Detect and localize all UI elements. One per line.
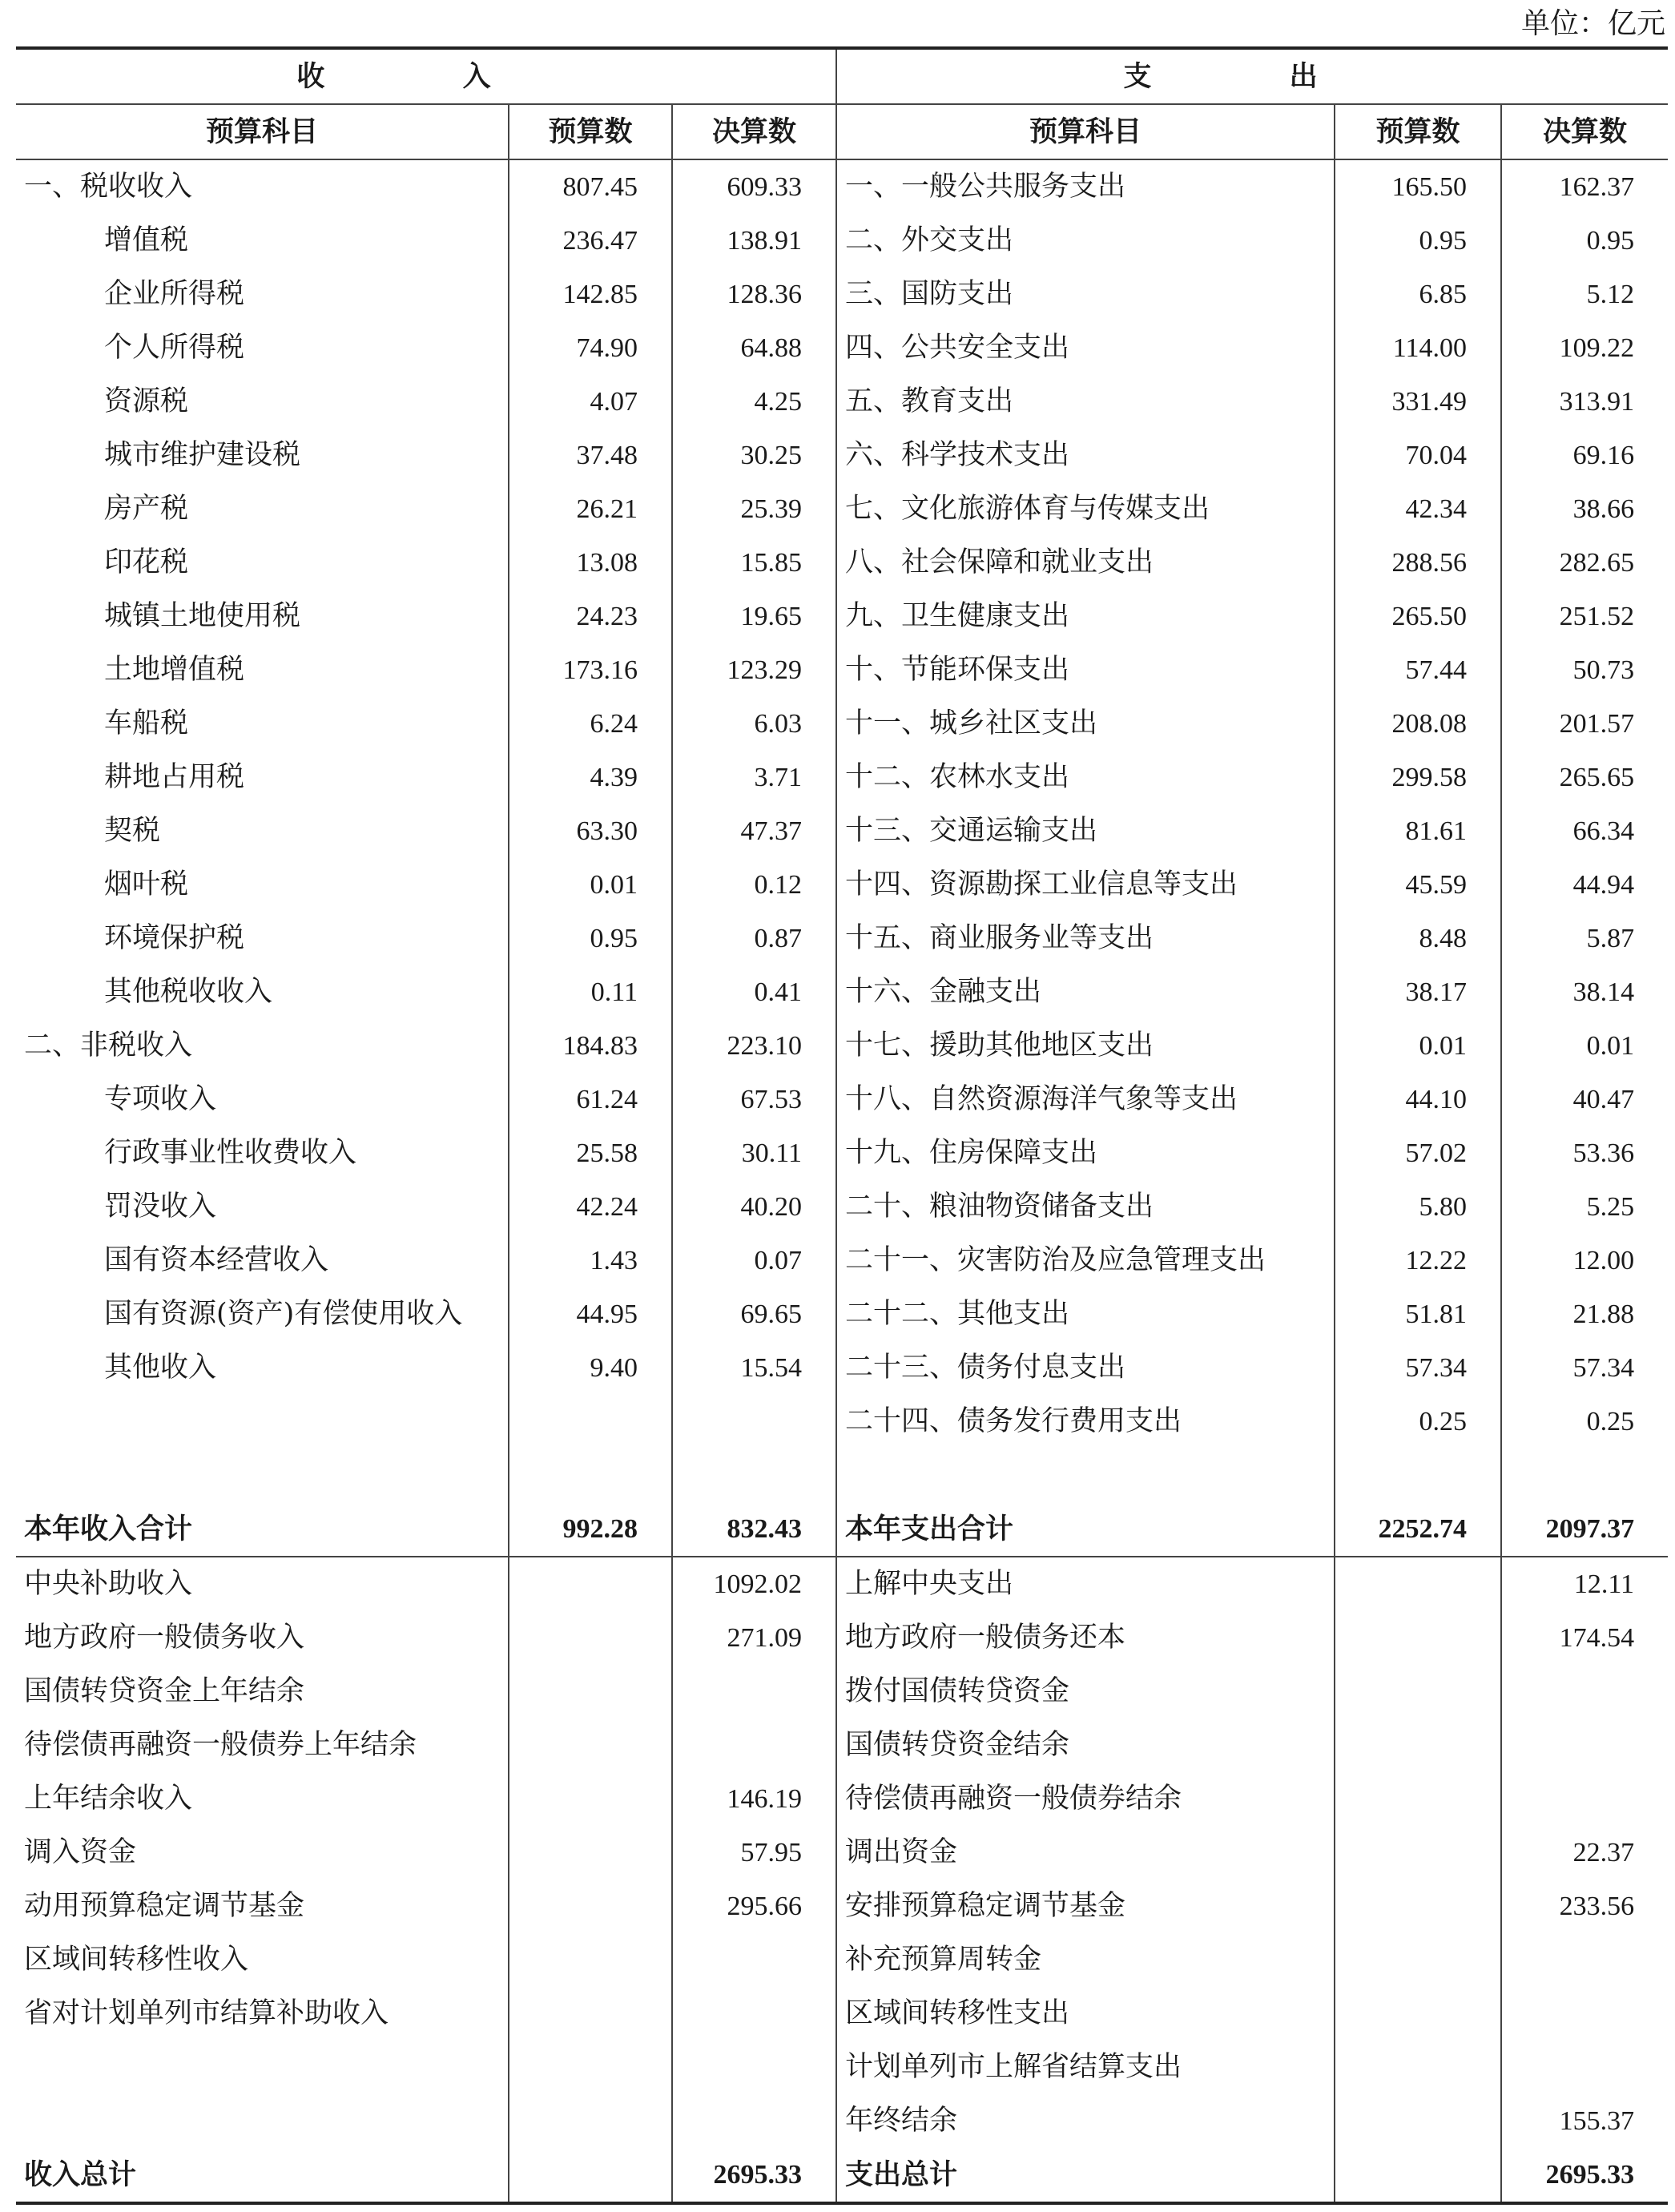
- income-item: 二、非税收入: [24, 1029, 193, 1062]
- expense-total-label: 支出总计: [836, 2148, 1335, 2203]
- expense-transfer-item: 待偿债再融资一般债券结余: [836, 1772, 1335, 1826]
- table-row: [16, 1287, 1668, 1341]
- income-total-label: 收入总计: [16, 2148, 509, 2203]
- expense-item: 二十四、债务发行费用支出: [836, 1395, 1335, 1448]
- income-transfer-final: [672, 1665, 836, 1718]
- unit-label: 单位：亿元: [1520, 7, 1665, 40]
- income-transfer-item: [16, 2094, 509, 2148]
- income-final: 223.10: [672, 1019, 836, 1073]
- expense-transfer-final: 233.56: [1501, 1880, 1668, 1933]
- income-item: 个人所得税: [104, 332, 245, 364]
- income-transfer-budget: [509, 2094, 672, 2148]
- expense-item: 五、教育支出: [836, 375, 1335, 429]
- income-transfer-item: 中央补助收入: [24, 1568, 193, 1600]
- table-row: [16, 482, 1668, 536]
- expense-final: 0.01: [1501, 1019, 1668, 1073]
- income-item: 行政事业性收费收入: [104, 1137, 357, 1169]
- income-col-item: 预算科目: [16, 104, 509, 159]
- table-row: [16, 912, 1668, 965]
- table-row: [16, 268, 1668, 321]
- income-transfer-budget: [509, 1826, 672, 1880]
- income-transfer-budget: [509, 1933, 672, 1987]
- expense-transfer-item: 安排预算稳定调节基金: [836, 1880, 1335, 1933]
- expense-final: 38.14: [1501, 965, 1668, 1019]
- income-budget: 0.11: [509, 965, 672, 1019]
- expense-transfer-final: 22.37: [1501, 1826, 1668, 1880]
- income-final: 123.29: [672, 643, 836, 697]
- income-subtotal-budget: 992.28: [509, 1502, 672, 1557]
- table-row: [16, 1341, 1668, 1395]
- income-final: 47.37: [672, 804, 836, 858]
- expense-item: 十八、自然资源海洋气象等支出: [836, 1073, 1335, 1126]
- income-final: 3.71: [672, 751, 836, 804]
- expense-budget: 0.95: [1335, 214, 1501, 268]
- income-budget: 6.24: [509, 697, 672, 751]
- table-row: [16, 1019, 1668, 1073]
- income-budget: 1.43: [509, 1234, 672, 1287]
- expense-transfer-item: 国债转贷资金结余: [836, 1718, 1335, 1772]
- table-row: [16, 697, 1668, 751]
- income-final: 64.88: [672, 321, 836, 375]
- income-item: 城市维护建设税: [104, 439, 301, 471]
- income-budget: 13.08: [509, 536, 672, 590]
- expense-final: 0.95: [1501, 214, 1668, 268]
- expense-transfer-final: [1501, 1987, 1668, 2041]
- expense-header: 支 出: [836, 48, 1668, 104]
- income-subtotal-label: 本年收入合计: [16, 1502, 509, 1557]
- income-budget: 26.21: [509, 482, 672, 536]
- expense-transfer-budget: [1335, 1987, 1501, 2041]
- empty-cell: [836, 1448, 1335, 1502]
- income-final: 128.36: [672, 268, 836, 321]
- expense-final: 5.12: [1501, 268, 1668, 321]
- income-budget: 74.90: [509, 321, 672, 375]
- income-item: 耕地占用税: [104, 761, 245, 793]
- income-item: 国有资本经营收入: [104, 1244, 329, 1276]
- expense-item: 十一、城乡社区支出: [836, 697, 1335, 751]
- income-transfer-final: [672, 2041, 836, 2094]
- budget-table: [16, 46, 1668, 2205]
- expense-col-final: 决算数: [1501, 104, 1668, 159]
- table-row: [16, 1073, 1668, 1126]
- income-budget: 0.01: [509, 858, 672, 912]
- table-row: [16, 1395, 1668, 1448]
- expense-final: 251.52: [1501, 590, 1668, 643]
- expense-item: 七、文化旅游体育与传媒支出: [836, 482, 1335, 536]
- transfer-row: [16, 1665, 1668, 1718]
- transfer-row: [16, 1987, 1668, 2041]
- expense-transfer-item: 上解中央支出: [836, 1557, 1335, 1611]
- expense-transfer-item: 区域间转移性支出: [836, 1987, 1335, 2041]
- expense-final: 57.34: [1501, 1341, 1668, 1395]
- expense-final: 66.34: [1501, 804, 1668, 858]
- expense-final: 12.00: [1501, 1234, 1668, 1287]
- expense-item: 四、公共安全支出: [836, 321, 1335, 375]
- expense-final: 5.87: [1501, 912, 1668, 965]
- income-budget: 807.45: [509, 159, 672, 214]
- expense-budget: 12.22: [1335, 1234, 1501, 1287]
- table-row: [16, 214, 1668, 268]
- table-row: [16, 1126, 1668, 1180]
- income-final: 0.12: [672, 858, 836, 912]
- table-row: [16, 536, 1668, 590]
- table-row: [16, 751, 1668, 804]
- expense-item: 二十、粮油物资储备支出: [836, 1180, 1335, 1234]
- expense-budget: 6.85: [1335, 268, 1501, 321]
- expense-budget: 57.34: [1335, 1341, 1501, 1395]
- income-item: [16, 1395, 509, 1448]
- income-total-final: 2695.33: [672, 2148, 836, 2203]
- expense-final: 5.25: [1501, 1180, 1668, 1234]
- income-final: 4.25: [672, 375, 836, 429]
- income-transfer-budget: [509, 1611, 672, 1665]
- expense-final: 38.66: [1501, 482, 1668, 536]
- table-row: [16, 1234, 1668, 1287]
- expense-budget: 8.48: [1335, 912, 1501, 965]
- expense-transfer-budget: [1335, 2041, 1501, 2094]
- table-row: [16, 321, 1668, 375]
- expense-budget: 44.10: [1335, 1073, 1501, 1126]
- income-item: 企业所得税: [104, 278, 245, 310]
- income-item: 烟叶税: [104, 868, 189, 901]
- income-total-budget: [509, 2148, 672, 2203]
- expense-final: 313.91: [1501, 375, 1668, 429]
- expense-item: 十、节能环保支出: [836, 643, 1335, 697]
- expense-budget: 331.49: [1335, 375, 1501, 429]
- table-row: [16, 804, 1668, 858]
- expense-final: 44.94: [1501, 858, 1668, 912]
- expense-final: 162.37: [1501, 159, 1668, 214]
- income-transfer-item: 地方政府一般债务收入: [24, 1622, 305, 1654]
- expense-subtotal-label: 本年支出合计: [836, 1502, 1335, 1557]
- income-item: 其他收入: [104, 1352, 217, 1384]
- expense-subtotal-final: 2097.37: [1501, 1502, 1668, 1557]
- table-body: [16, 159, 1668, 2203]
- expense-item: 九、卫生健康支出: [836, 590, 1335, 643]
- expense-budget: 5.80: [1335, 1180, 1501, 1234]
- expense-final: 282.65: [1501, 536, 1668, 590]
- income-transfer-final: [672, 2094, 836, 2148]
- income-transfer-final: 271.09: [672, 1611, 836, 1665]
- expense-total-final: 2695.33: [1501, 2148, 1668, 2203]
- empty-cell: [1501, 1448, 1668, 1502]
- income-item: 其他税收收入: [104, 976, 273, 1008]
- transfer-row: [16, 2094, 1668, 2148]
- expense-subtotal-budget: 2252.74: [1335, 1502, 1501, 1557]
- expense-col-item: 预算科目: [836, 104, 1335, 159]
- expense-transfer-final: [1501, 1718, 1668, 1772]
- expense-total-budget: [1335, 2148, 1501, 2203]
- income-item: 资源税: [104, 385, 189, 417]
- expense-transfer-budget: [1335, 1933, 1501, 1987]
- expense-final: 201.57: [1501, 697, 1668, 751]
- expense-budget: 114.00: [1335, 321, 1501, 375]
- income-item: 一、税收收入: [24, 171, 193, 203]
- income-final: 25.39: [672, 482, 836, 536]
- expense-transfer-item: 调出资金: [836, 1826, 1335, 1880]
- income-budget: 25.58: [509, 1126, 672, 1180]
- income-budget: 37.48: [509, 429, 672, 482]
- income-final: 30.25: [672, 429, 836, 482]
- income-budget: [509, 1395, 672, 1448]
- expense-item: 十四、资源勘探工业信息等支出: [836, 858, 1335, 912]
- table-row: [16, 858, 1668, 912]
- income-final: 67.53: [672, 1073, 836, 1126]
- expense-budget: 208.08: [1335, 697, 1501, 751]
- expense-transfer-item: 补充预算周转金: [836, 1933, 1335, 1987]
- empty-cell: [1335, 1448, 1501, 1502]
- income-transfer-budget: [509, 2041, 672, 2094]
- expense-budget: 57.44: [1335, 643, 1501, 697]
- table-row: [16, 1180, 1668, 1234]
- expense-final: 50.73: [1501, 643, 1668, 697]
- income-final: 15.85: [672, 536, 836, 590]
- expense-transfer-final: 155.37: [1501, 2094, 1668, 2148]
- table-row: [16, 965, 1668, 1019]
- expense-budget: 70.04: [1335, 429, 1501, 482]
- expense-final: 109.22: [1501, 321, 1668, 375]
- transfer-row: [16, 1826, 1668, 1880]
- expense-item: 十六、金融支出: [836, 965, 1335, 1019]
- income-transfer-budget: [509, 1718, 672, 1772]
- expense-budget: 0.01: [1335, 1019, 1501, 1073]
- expense-budget: 38.17: [1335, 965, 1501, 1019]
- expense-final: 21.88: [1501, 1287, 1668, 1341]
- income-budget: 9.40: [509, 1341, 672, 1395]
- expense-item: 十七、援助其他地区支出: [836, 1019, 1335, 1073]
- expense-item: 十五、商业服务业等支出: [836, 912, 1335, 965]
- expense-transfer-final: [1501, 1665, 1668, 1718]
- income-final: 19.65: [672, 590, 836, 643]
- income-final: 0.41: [672, 965, 836, 1019]
- income-transfer-item: 动用预算稳定调节基金: [24, 1890, 305, 1922]
- expense-transfer-budget: [1335, 1880, 1501, 1933]
- expense-transfer-final: [1501, 1933, 1668, 1987]
- transfer-row: [16, 2041, 1668, 2094]
- expense-final: 69.16: [1501, 429, 1668, 482]
- income-item: 国有资源(资产)有偿使用收入: [104, 1298, 463, 1330]
- expense-item: 三、国防支出: [836, 268, 1335, 321]
- expense-transfer-budget: [1335, 1611, 1501, 1665]
- income-item: 印花税: [104, 546, 189, 578]
- empty-cell: [672, 1448, 836, 1502]
- expense-item: 二十二、其他支出: [836, 1287, 1335, 1341]
- expense-budget: 0.25: [1335, 1395, 1501, 1448]
- expense-transfer-budget: [1335, 1557, 1501, 1611]
- expense-transfer-budget: [1335, 1772, 1501, 1826]
- expense-transfer-final: 174.54: [1501, 1611, 1668, 1665]
- expense-budget: 288.56: [1335, 536, 1501, 590]
- income-item: 土地增值税: [104, 654, 245, 686]
- income-budget: 42.24: [509, 1180, 672, 1234]
- transfer-row: [16, 1718, 1668, 1772]
- expense-final: 40.47: [1501, 1073, 1668, 1126]
- expense-item: 二十一、灾害防治及应急管理支出: [836, 1234, 1335, 1287]
- income-transfer-item: 调入资金: [24, 1836, 137, 1868]
- income-subtotal-final: 832.43: [672, 1502, 836, 1557]
- income-budget: 24.23: [509, 590, 672, 643]
- transfer-row: [16, 1772, 1668, 1826]
- income-transfer-final: [672, 1718, 836, 1772]
- expense-item: 一、一般公共服务支出: [836, 159, 1335, 214]
- expense-transfer-final: [1501, 2041, 1668, 2094]
- transfer-row: [16, 1933, 1668, 1987]
- expense-budget: 265.50: [1335, 590, 1501, 643]
- income-budget: 142.85: [509, 268, 672, 321]
- income-budget: 44.95: [509, 1287, 672, 1341]
- empty-cell: [16, 1448, 509, 1502]
- income-final: 30.11: [672, 1126, 836, 1180]
- table-row: [16, 590, 1668, 643]
- income-final: 40.20: [672, 1180, 836, 1234]
- expense-item: 十二、农林水支出: [836, 751, 1335, 804]
- income-final: 6.03: [672, 697, 836, 751]
- income-budget: 173.16: [509, 643, 672, 697]
- income-budget: 236.47: [509, 214, 672, 268]
- income-transfer-final: [672, 1933, 836, 1987]
- income-transfer-final: 1092.02: [672, 1557, 836, 1611]
- expense-budget: 57.02: [1335, 1126, 1501, 1180]
- income-transfer-item: 省对计划单列市结算补助收入: [24, 1997, 389, 2029]
- expense-final: 53.36: [1501, 1126, 1668, 1180]
- expense-budget: 165.50: [1335, 159, 1501, 214]
- income-transfer-final: [672, 1987, 836, 2041]
- income-transfer-budget: [509, 1557, 672, 1611]
- expense-transfer-item: 计划单列市上解省结算支出: [836, 2041, 1335, 2094]
- income-transfer-final: 146.19: [672, 1772, 836, 1826]
- expense-transfer-budget: [1335, 2094, 1501, 2148]
- expense-transfer-budget: [1335, 1718, 1501, 1772]
- expense-transfer-budget: [1335, 1826, 1501, 1880]
- income-item: 增值税: [104, 224, 189, 256]
- income-transfer-budget: [509, 1880, 672, 1933]
- income-transfer-budget: [509, 1772, 672, 1826]
- transfer-row: [16, 1611, 1668, 1665]
- income-final: 138.91: [672, 214, 836, 268]
- expense-transfer-budget: [1335, 1665, 1501, 1718]
- expense-col-budget: 预算数: [1335, 104, 1501, 159]
- income-header: 收 入: [16, 48, 836, 104]
- income-transfer-final: 57.95: [672, 1826, 836, 1880]
- expense-transfer-final: 12.11: [1501, 1557, 1668, 1611]
- table-row: [16, 375, 1668, 429]
- table-row: [16, 429, 1668, 482]
- income-final: 15.54: [672, 1341, 836, 1395]
- expense-budget: 42.34: [1335, 482, 1501, 536]
- expense-item: 六、科学技术支出: [836, 429, 1335, 482]
- income-item: 契税: [104, 815, 161, 847]
- income-transfer-budget: [509, 1987, 672, 2041]
- table-row: [16, 159, 1668, 214]
- expense-budget: 45.59: [1335, 858, 1501, 912]
- transfer-row: [16, 1880, 1668, 1933]
- expense-item: 十九、住房保障支出: [836, 1126, 1335, 1180]
- income-transfer-item: [16, 2041, 509, 2094]
- income-transfer-final: 295.66: [672, 1880, 836, 1933]
- income-item: 房产税: [104, 493, 189, 525]
- transfer-row: [16, 1557, 1668, 1611]
- spacer-row: [16, 1448, 1668, 1502]
- expense-budget: 81.61: [1335, 804, 1501, 858]
- expense-item: 二十三、债务付息支出: [836, 1341, 1335, 1395]
- expense-transfer-final: [1501, 1772, 1668, 1826]
- expense-budget: 51.81: [1335, 1287, 1501, 1341]
- income-final: 0.87: [672, 912, 836, 965]
- income-item: 车船税: [104, 707, 189, 739]
- grand-total-row: [16, 2148, 1668, 2203]
- income-transfer-item: 区域间转移性收入: [24, 1944, 249, 1976]
- expense-final: 265.65: [1501, 751, 1668, 804]
- expense-final: 0.25: [1501, 1395, 1668, 1448]
- income-budget: 0.95: [509, 912, 672, 965]
- income-budget: 63.30: [509, 804, 672, 858]
- expense-item: 二、外交支出: [836, 214, 1335, 268]
- expense-transfer-item: 地方政府一般债务还本: [836, 1611, 1335, 1665]
- income-transfer-item: 上年结余收入: [24, 1783, 193, 1815]
- income-item: 罚没收入: [104, 1191, 217, 1223]
- income-transfer-item: 国债转贷资金上年结余: [24, 1675, 305, 1707]
- expense-transfer-item: 拨付国债转贷资金: [836, 1665, 1335, 1718]
- expense-item: 八、社会保障和就业支出: [836, 536, 1335, 590]
- expense-budget: 299.58: [1335, 751, 1501, 804]
- income-budget: 61.24: [509, 1073, 672, 1126]
- income-transfer-budget: [509, 1665, 672, 1718]
- income-item: 城镇土地使用税: [104, 600, 301, 632]
- income-col-budget: 预算数: [509, 104, 672, 159]
- income-transfer-item: 待偿债再融资一般债券上年结余: [24, 1729, 417, 1761]
- income-final: 609.33: [672, 159, 836, 214]
- income-item: 环境保护税: [104, 922, 245, 954]
- income-col-final: 决算数: [672, 104, 836, 159]
- income-final: [672, 1395, 836, 1448]
- expense-item: 十三、交通运输支出: [836, 804, 1335, 858]
- subtotal-row: [16, 1502, 1668, 1557]
- empty-cell: [509, 1448, 672, 1502]
- income-item: 专项收入: [104, 1083, 217, 1115]
- income-budget: 4.07: [509, 375, 672, 429]
- income-final: 69.65: [672, 1287, 836, 1341]
- income-budget: 184.83: [509, 1019, 672, 1073]
- income-final: 0.07: [672, 1234, 836, 1287]
- income-budget: 4.39: [509, 751, 672, 804]
- expense-transfer-item: 年终结余: [836, 2094, 1335, 2148]
- table-row: [16, 643, 1668, 697]
